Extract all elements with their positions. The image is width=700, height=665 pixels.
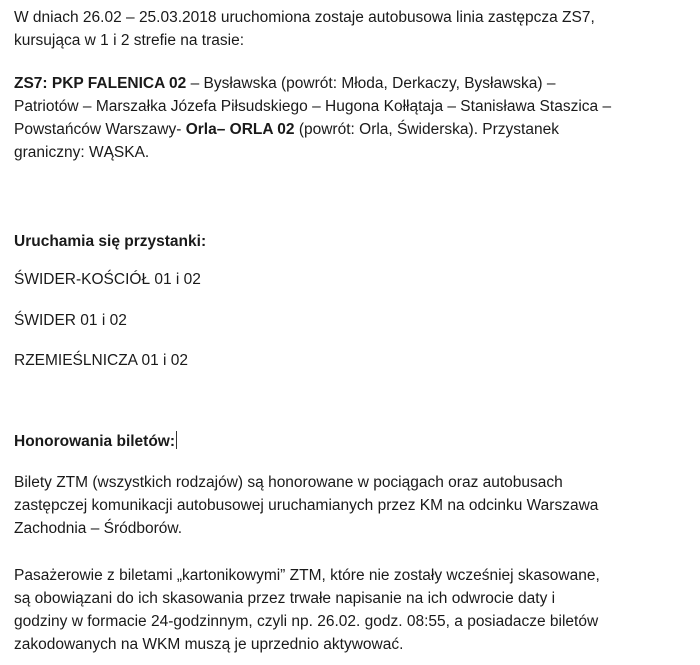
intro-line: W dniach 26.02 – 25.03.2018 uruchomiona zostaje autobusowa linia zastępcza ZS7, bbox=[14, 9, 595, 26]
route-code: ZS7: PKP FALENICA 02 bbox=[14, 75, 187, 92]
tickets-line: Pasażerowie z biletami „kartonikowymi” ZTM, które nie zostały wcześniej skasowane, bbox=[14, 567, 600, 584]
tickets-heading bbox=[14, 430, 177, 453]
route-paragraph bbox=[14, 72, 690, 164]
tickets-paragraph-2 bbox=[14, 564, 690, 656]
route-segment: (powrót: Orla, Świderska). Przystanek bbox=[294, 121, 559, 138]
stop-item: ŚWIDER 01 i 02 bbox=[14, 312, 127, 329]
tickets-line: Bilety ZTM (wszystkich rodzajów) są honorowane w pociągach oraz autobusach bbox=[14, 474, 563, 491]
tickets-line: są obowiązani do ich skasowania przez trwałe napisanie na ich odwrocie daty i bbox=[14, 590, 556, 607]
route-line bbox=[14, 118, 690, 141]
intro-line: kursująca w 1 i 2 strefie na trasie: bbox=[14, 32, 245, 49]
tickets-line: zastępczej komunikacji autobusowej uruchamianych przez KM na odcinku Warszawa bbox=[14, 497, 599, 514]
stop-item: RZEMIEŚLNICZA 01 i 02 bbox=[14, 352, 189, 369]
route-segment: – Bysławska (powrót: Młoda, Derkaczy, Bysławska) – bbox=[186, 75, 556, 92]
tickets-line: zakodowanych na WKM muszą je uprzednio aktywować. bbox=[14, 636, 404, 653]
tickets-paragraph-1 bbox=[14, 471, 690, 540]
stop-item: ŚWIDER-KOŚCIÓŁ 01 i 02 bbox=[14, 271, 201, 288]
text-cursor bbox=[176, 431, 177, 449]
route-segment: Powstańców Warszawy- bbox=[14, 121, 186, 138]
route-line: Patriotów – Marszałka Józefa Piłsudskiego – Hugona Kołłątaja – Stanisława Staszica – bbox=[14, 98, 612, 115]
route-line bbox=[14, 72, 690, 95]
tickets-line: godziny w formacie 24-godzinnym, czyli np. 26.02. godz. 08:55, a posiadacze biletów bbox=[14, 613, 599, 630]
route-line: graniczny: WĄSKA. bbox=[14, 144, 150, 161]
stops-heading: Uruchamia się przystanki: bbox=[14, 233, 207, 250]
tickets-line: Zachodnia – Śródborów. bbox=[14, 520, 183, 537]
tickets-heading-text: Honorowania biletów: bbox=[14, 433, 176, 450]
intro-paragraph bbox=[14, 6, 690, 52]
route-terminus: Orla– ORLA 02 bbox=[185, 121, 295, 138]
